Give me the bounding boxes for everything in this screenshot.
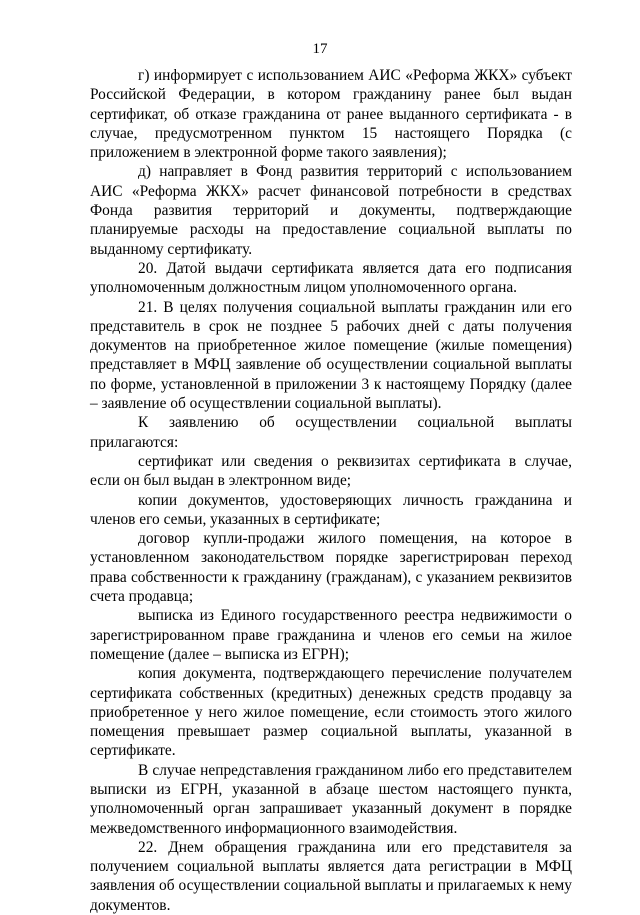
attachment-item-egrn-extract: выписка из Единого государственного реестра недвижимости о зарегистрированном праве гражданина и членов его семьи на жилое помещение (далее – выписка из ЕГРН); — [90, 607, 572, 663]
paragraph-21: 21. В целях получения социальной выплаты гражданин или его представитель в срок не позднее 5 рабочих дней с даты получения документов на приобретенное жилое помещение (жилые помещения) представляет в МФЦ заявление об осуществлении социальной выплаты по форме, установленной в приложении 3 к настоящему Порядку (далее – заявление об осуществлении социальной выплаты). — [90, 298, 572, 413]
attachment-item-certificate: сертификат или сведения о реквизитах сертификата в случае, если он был выдан в электронном виде; — [90, 452, 572, 490]
attachments-intro: К заявлению об осуществлении социальной выплаты прилагаются: — [90, 414, 572, 451]
paragraph-egrn-request: В случае непредставления гражданином либо его представителем выписки из ЕГРН, указанной в абзаце шестом настоящего пункта, уполномоченный орган запрашивает указанный документ в порядке межведомственного информационного взаимодействия. — [90, 761, 572, 837]
document-body — [90, 66, 572, 915]
paragraph-20: 20. Датой выдачи сертификата является дата его подписания уполномоченным должностным лицом уполномоченного органа. — [90, 259, 572, 297]
attachment-item-payment-proof: копия документа, подтверждающего перечисление получателем сертификата собственных (кредитных) денежных средств продавцу за приобретенное у него жилое помещение, если стоимость этого жилого помещения превышает размер социальной выплаты, указанной в сертификате. — [90, 665, 572, 760]
page-number: 17 — [312, 41, 328, 57]
paragraph-g: г) информирует с использованием АИС «Реформа ЖКХ» субъект Российской Федерации, в котором гражданину ранее был выдан сертификат, об отказе гражданина от ранее выданного сертификата - в случае, предусмотренном пунктом 15 настоящего Порядка (с приложением в электронной форме такого заявления); — [90, 67, 572, 162]
attachment-item-sale-contract: договор купли-продажи жилого помещения, на которое в установленном законодательством порядке зарегистрирован переход права собственности к гражданину (гражданам), с указанием реквизитов счета продавца; — [90, 530, 572, 606]
attachment-item-id-copies: копии документов, удостоверяющих личность гражданина и членов его семьи, указанных в сертификате; — [90, 491, 572, 528]
paragraph-d: д) направляет в Фонд развития территорий с использованием АИС «Реформа ЖКХ» расчет финансовой потребности в средствах Фонда развития территорий и документы, подтверждающие планируемые расходы на предоставление социальной выплаты по выданному сертификату. — [90, 163, 572, 258]
paragraph-22: 22. Днем обращения гражданина или его представителя за получением социальной выплаты является дата регистрации в МФЦ заявления об осуществлении социальной выплаты и прилагаемых к нему документов. — [90, 838, 572, 914]
